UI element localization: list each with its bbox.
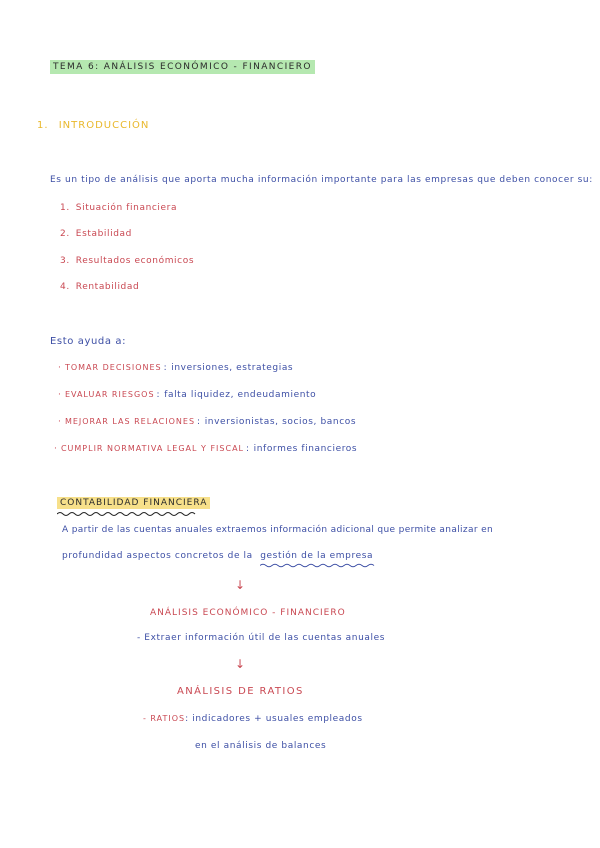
list-number: 2. xyxy=(60,229,70,239)
contabilidad-line-1: A partir de las cuentas anuales extraemos información adicional que permite analizar en xyxy=(62,525,494,535)
contabilidad-line-2-text: profundidad aspectos concretos de la xyxy=(62,551,253,561)
list-number: 1. xyxy=(60,203,70,213)
section-number: 1. xyxy=(37,120,49,131)
bullet-mark: · xyxy=(54,444,58,454)
bullet-mark: · xyxy=(58,390,62,400)
underlined-phrase xyxy=(260,551,373,561)
list-item xyxy=(58,390,316,400)
list-item xyxy=(60,229,132,239)
ratios-rest: : indicadores + usuales empleados xyxy=(185,714,363,724)
wavy-underline xyxy=(57,511,199,517)
underlined-phrase-text: gestión de la empresa xyxy=(260,551,374,561)
down-arrow-icon: ↓ xyxy=(235,657,246,671)
analisis-description: - Extraer información útil de las cuentas anuales xyxy=(137,633,386,643)
list-text: Resultados económicos xyxy=(75,256,195,266)
intro-paragraph: Es un tipo de análisis que aporta mucha información importante para las empresas que deben conocer su: xyxy=(50,175,593,185)
list-item xyxy=(60,203,177,213)
helps-intro: Esto ayuda a: xyxy=(50,336,127,347)
bullet-separator: : xyxy=(246,444,250,454)
bullet-value: inversiones, estrategias xyxy=(171,363,294,373)
bullet-mark: · xyxy=(58,363,62,373)
ratios-description xyxy=(143,714,363,724)
bullet-mark: · xyxy=(58,417,62,427)
list-number: 4. xyxy=(60,282,70,292)
ratios-key: - RATIOS xyxy=(143,714,186,723)
list-item xyxy=(60,256,194,266)
bullet-key: MEJORAR LAS RELACIONES xyxy=(64,417,196,426)
bullet-key: TOMAR DECISIONES xyxy=(64,363,162,372)
ratios-description-line-2: en el análisis de balances xyxy=(195,741,327,751)
section-heading xyxy=(37,120,149,131)
list-text: Estabilidad xyxy=(75,229,132,239)
bullet-value: informes financieros xyxy=(253,444,358,454)
bullet-key: CUMPLIR NORMATIVA LEGAL Y FISCAL xyxy=(60,444,245,453)
list-item xyxy=(60,282,139,292)
down-arrow-icon: ↓ xyxy=(235,578,246,592)
bullet-value: falta liquidez, endeudamiento xyxy=(164,390,317,400)
contabilidad-line-2 xyxy=(62,551,373,561)
bullet-separator: : xyxy=(156,390,161,400)
list-number: 3. xyxy=(60,256,70,266)
list-item xyxy=(54,444,357,454)
list-item xyxy=(58,363,293,373)
bullet-value: inversionistas, socios, bancos xyxy=(204,417,357,427)
list-text: Situación financiera xyxy=(75,203,178,213)
page-title: TEMA 6: ANÁLISIS ECONÓMICO - FINANCIERO xyxy=(50,60,315,74)
bullet-separator: : xyxy=(163,363,168,373)
list-text: Rentabilidad xyxy=(75,282,140,292)
list-item xyxy=(58,417,356,427)
bullet-separator: : xyxy=(197,417,201,427)
bullet-key: EVALUAR RIESGOS xyxy=(64,390,155,399)
ratios-heading: ANÁLISIS DE RATIOS xyxy=(177,686,304,697)
phrase-wavy-underline xyxy=(260,563,376,568)
contabilidad-heading: CONTABILIDAD FINANCIERA xyxy=(57,497,210,509)
analisis-heading: ANÁLISIS ECONÓMICO - FINANCIERO xyxy=(150,608,346,618)
section-title: INTRODUCCIÓN xyxy=(58,120,150,131)
